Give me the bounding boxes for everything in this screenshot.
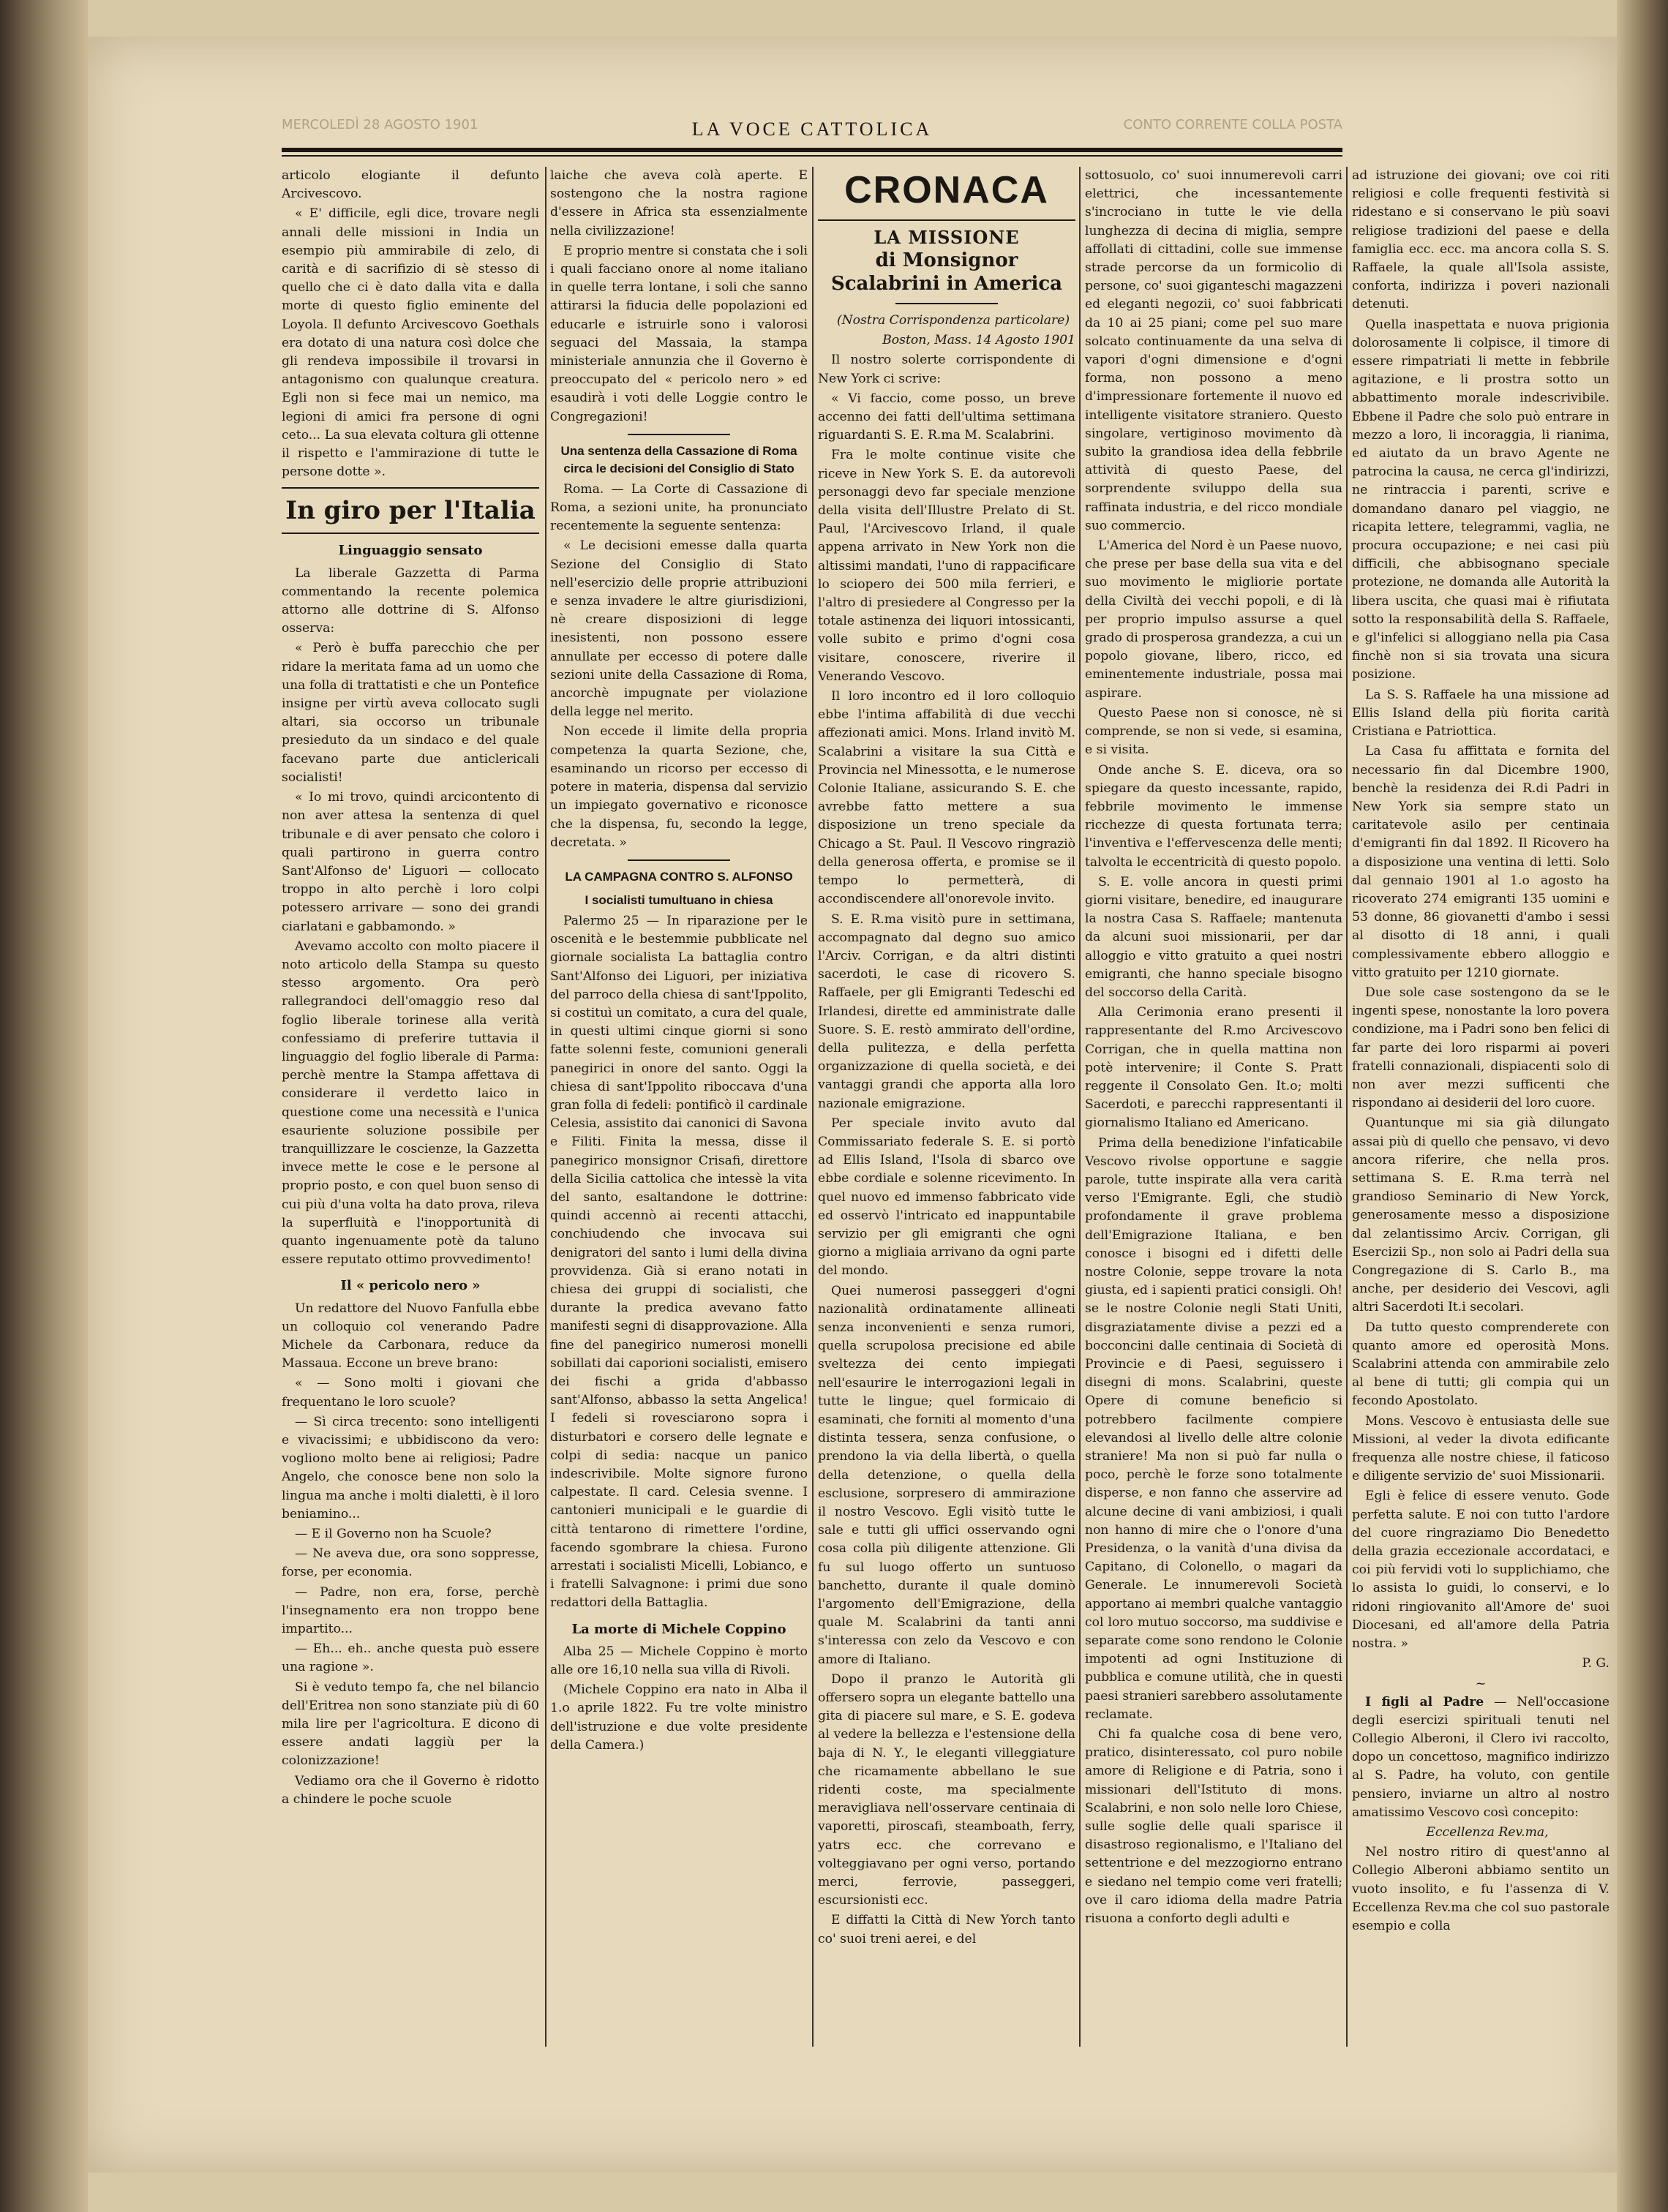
paragraph: — E il Governo non ha Scuole?: [295, 1527, 492, 1542]
paragraph: Chi fa qualche cosa di bene vero, pratico, disinteressato, col puro nobile amore di Religione e di Patria, sono i missionari dell'Istituto di mons. Scalabrini, e non solo nelle loro Chiese, sulle soglie delle quali sparisce il disastroso regionalismo, e l'Italiano del settentrione e del mezzogiorno entrano e siedano nel tempio come veri fratelli; ove il caro idioma della madre Patria risuona a conforto degli adulti e: [1085, 1727, 1342, 1927]
divider: [282, 533, 539, 534]
paragraph: Questo Paese non si conosce, nè si comprende, se non si vede, si esamina, e si visita.: [1085, 705, 1342, 758]
paragraph: Quella inaspettata e nuova prigionia dolorosamente li colpisce, il timore di essere rimpatriati li mette in febbrile agitazione, e li prostra sotto un abbattimento morale indescrivibile. Ebbene il Padre che solo può entrare in mezzo a loro, li incoraggia, li rianima, ed aiutato da un bravo Agente ne patrocina la causa, ne cerca gl'indirizzi, ne rintraccia i parenti, scrive e domandano danaro pel viaggio, ne ricapita lettere, telegrammi, vaglia, ne procura occupazione; e nei casi più difficili, che abbisognano speciale protezione, ne domanda alle Autorità la libera uscita, che quasi mai è rifiutata sotto la responsabilità della S. Raffaele, e gl'infelici si alloggiano nella pia Casa finchè non si sia trovata una sicura posizione.: [1352, 317, 1609, 682]
salutation: Eccellenza Rev.ma,: [1426, 1825, 1549, 1840]
subheading: Il « pericolo nero »: [340, 1278, 481, 1294]
headline: LA CAMPAGNA CONTRO S. ALFONSO: [565, 869, 793, 884]
paragraph: « Le decisioni emesse dalla quarta Sezione del Consiglio di Stato nell'esercizio delle proprie attribuzioni e senza invadere le altre giurisdizioni, nè creare disposizioni di legge inesistenti, non possono essere annullate per eccesso di potere dalle sezioni unite della Cassazione di Roma, ancorchè impugnate per violazione della legge nel merito.: [550, 538, 808, 720]
paragraph: « E' difficile, egli dice, trovare negli annali delle missioni in India un esempio più ammirabile di zelo, di carità e di sacrifizio di sè stesso di quello che ci è dato dalla vita e dalla morte di questo figlio eminente del Loyola. Il defunto Arcivescovo Goethals era dotato di una natura così dolce che gli rendeva impossibile il trovarsi in antagonismo con qualunque creatura. Egli non si fece mai un nemico, ma legioni di amici fra persone di ogni ceto... La sua elevata coltura gli ottenne il rispetto e l'ammirazione di tutte le persone dotte ».: [282, 206, 539, 480]
paragraph: S. E. R.ma visitò pure in settimana, accompagnato dal degno suo amico l'Arciv. Corrigan, e da altri distinti sacerdoti, le case di ricovero S. Raffaele, per gli Emigranti Tedeschi ed Irlandesi, dirette ed amministrate dalle Suore. S. E. restò ammirato dell'ordine, della pulitezza, e della perfetta organizzazione di quella società, e dei vantaggi grandi che apporta alla loro nazionale emigrazione.: [818, 911, 1075, 1111]
paragraph: Avevamo accolto con molto piacere il noto articolo della Stampa su questo stesso argomento. Ora però rallegrandoci dell'omaggio reso dal foglio liberale torinese alla verità confessiamo di preferire tuttavia il linguaggio del foglio liberale di Parma: perchè mentre la Stampa affettava di considerare il verdetto laico in questione come una necessità e l'unica esauriente soluzione possibile per tranquillizzare le coscienze, la Gazzetta invece mette le cose e le persone al proprio posto, e con quel buon senso di cui più d'una volta ha dato prova, rileva la superfluità e l'inopportunità di quanto ingenuamente potè da taluno essere reputato ottimo provvedimento!: [282, 938, 539, 1268]
paragraph: E diffatti la Città di New Yorch tanto co' suoi treni aerei, e del: [818, 1913, 1075, 1946]
paragraph: laiche che aveva colà aperte. E sostengono che la nostra ragione d'essere in Africa sta essenzialmente nella civilizzazione!: [550, 168, 808, 238]
paragraph: Dopo il pranzo le Autorità gli offersero sopra un elegante battello una gita di piacere sul mare, e S. E. godeva al vedere la bellezza e l'estensione della baja di N. Y., le eleganti villeggiature che ricamamente abbellano le sue ridenti coste, ma specialmente meravigliava nell'osservare centinaia di vaporetti, piroscafi, steamboath, ferry, yatrs ecc. che correvano e volteggiavano per ogni verso, portando merci, ferrovie, passeggeri, escursionisti ecc.: [818, 1671, 1075, 1908]
headline: LA MISSIONE: [874, 227, 1020, 248]
column-5: [1352, 167, 1609, 2054]
paragraph: E proprio mentre si constata che i soli i quali facciano onore al nome italiano in quelle terra lontane, i soli che sanno attirarsi la fiducia delle popolazioni ed educarle e istruirle sono i valorosi seguaci del Massaia, la stampa ministeriale annunzia che il Governo è preoccupato del « pericolo nero » ed esaudirà i voti delle Loggie contro le Congregazioni!: [550, 243, 808, 424]
paragraph: Non eccede il limite della propria competenza la quarta Sezione, che, esaminando un ricorso per eccesso di potere in materia, dispensa dal servizio un impiegato governativo e riconosce che la dispensa, fu, secondo la legge, decretata. »: [550, 724, 808, 850]
paragraph: Quei numerosi passeggeri d'ogni nazionalità ordinatamente allineati senza inconvenienti e senza rumori, quella scrupolosa precisione ed abile sveltezza dei cento impiegati nell'esaurire le interrogazioni legali in tutte le lingue; quel formicaio di esaminati, che forniti al momento d'una distinta tessera, senza confusione, o prendono la via della libertà, o quella della detenzione, o quella della esclusione, sorpresero di ammirazione il nostro Vescovo. Egli visitò tutte le sale e tutti gli uffici osservando ogni cosa colla più diligente attenzione. Gli fu sul luogo offerto un suntuoso banchetto, durante il quale dominò l'argomento dell'Emigrazione, della quale M. Scalabrini da tanti anni s'interessa con zelo da Vescovo e con amore di Italiano.: [818, 1283, 1075, 1667]
paragraph: Nel nostro ritiro di quest'anno al Collegio Alberoni abbiamo sentito un vuoto insolito, e fu l'assenza di V. Eccellenza Rev.ma che col suo pastorale esempio e colla: [1352, 1845, 1609, 1934]
paragraph: L'America del Nord è un Paese nuovo, che prese per base della sua vita e del suo movimento le migliorie portate della Civiltà dei vecchi popoli, e di là per proprio impulso assurse a quel grado di prosperosa grandezza, a cui un popolo giovane, libero, ricco, ed eminentemente industriale, possa mai aspirare.: [1085, 538, 1342, 701]
paragraph: articolo elogiante il defunto Arcivescovo.: [282, 168, 539, 202]
paragraph: sottosuolo, co' suoi innumerevoli carri elettrici, che incessantemente s'incrociano in tutte le vie della lunghezza di decina di miglia, sempre affollati di cittadini, colle sue immense strade percorse da un formicolio di persone, co' suoi giganteschi magazzeni ed eleganti negozii, co' suoi fabbricati da 10 ai 25 piani; come pel suo mare solcato continuamente da una selva di vapori d'ogni dimensione e d'ogni forma, non possono a meno d'impressionare fortemente il nuovo ed intelligente visitatore straniero. Questo singolare, vertiginoso movimento dà subito la grandiosa idea della febbrile attività di questo Paese, del sorprendente sviluppo della sua raffinata industria, e del ricco mondiale suo commercio.: [1085, 168, 1342, 533]
section-title: In giro per l'Italia: [285, 496, 536, 526]
paragraph: Egli è felice di essere venuto. Gode perfetta salute. E noi con tutto l'ardore del cuore ringraziamo Dio Benedetto della grazia eccezionale accordataci, e coi più fervidi voti lo supplichiamo, che lo assista lo guidi, lo conservi, e lo ridoni ringiovanito all'Amore de' suoi Diocesani, ed all'amore della Patria nostra. »: [1352, 1489, 1609, 1652]
paragraph: Il loro incontro ed il loro colloquio ebbe l'intima affabilità di due vecchi affezionati amici. Mons. Irland invitò M. Scalabrini a visitare la sua Città e Provincia nel Minessotta, e le numerose Colonie Italiane, assicurando S. E. che avrebbe fatto mettere a sua disposizione un treno speciale da Chicago a St. Paul. Il Vescovo ringraziò della generosa offerta, e promise se il tempo lo permetterà, di accondiscendere all'onorevole invito.: [818, 689, 1075, 907]
column-rule: [812, 167, 814, 2047]
inline-headline: I figli al Padre: [1365, 1694, 1484, 1709]
paragraph: « Però è buffa parecchio che per ridare la meritata fama ad un uomo che una folla di trattatisti e che un Pontefice insigne per virtù aveva collocato sugli altari, sia occorso un tribunale presieduto da un sindaco e del quale facevano parte due anticlericali socialisti!: [282, 641, 539, 785]
paragraph: — Padre, non era, forse, perchè l'insegnamento era non troppo bene impartito...: [282, 1584, 539, 1637]
subheading: La morte di Michele Coppino: [571, 1621, 786, 1637]
headline: Una sentenza della Cassazione di Roma circa le decisioni del Consiglio di Stato: [560, 443, 797, 475]
column-2: [550, 167, 808, 2054]
paragraph: Vediamo ora che il Governo è ridotto a chindere le poche scuole: [282, 1773, 539, 1807]
column-4: [1085, 167, 1342, 2054]
book-binding-right: [1617, 0, 1668, 2212]
dateline: Boston, Mass. 14 Agosto 1901: [882, 333, 1075, 348]
paper-name: LA VOCE CATTOLICA: [691, 118, 933, 140]
section-title-cronaca: CRONACA: [844, 169, 1049, 211]
paragraph: ad istruzione dei giovani; ove coi riti religiosi e colle frequenti festività si ridestano e si conservano le più soavi religiose tradizioni del paese e della famiglia ecc. ecc. ma ancora colla S. S. Raffaele, la quale all'Isola assiste, conforta, indirizza i poveri nazionali detenuti.: [1352, 168, 1609, 312]
paragraph: — Eh... eh.. anche questa può essere una ragione ».: [282, 1641, 539, 1675]
paragraph: Onde anche S. E. diceva, ora so spiegare da questo incessante, rapido, febbrile movimento le immense ricchezze di questa fortunata terra; l'inventiva e l'effervescenza delle menti; talvolta le eccentricità di questo popolo.: [1085, 762, 1342, 870]
paragraph-lead: [1352, 1693, 1609, 1822]
column-rule: [1346, 167, 1348, 2047]
paragraph: — Sì circa trecento: sono intelligenti e vivacissimi; e ubbidiscono da vero: vogliono molto bene ai religiosi; Padre Angelo, che conosce bene non solo la lingua ma anche i molti dialetti, è il loro beniamino...: [282, 1414, 539, 1521]
paragraph: Alba 25 — Michele Coppino è morto alle ore 16,10 nella sua villa di Rivoli.: [550, 1644, 808, 1678]
paragraph: « Vi faccio, come posso, un breve accenno dei fatti dell'ultima settimana riguardanti S. E. R.ma M. Scalabrini.: [818, 391, 1075, 443]
paragraph: « Io mi trovo, quindi arcicontento di non aver attesa la sentenza di quel tribunale e di aver pensato che coloro i quali partirono in guerra contro Sant'Alfonso de' Liguori — collocato troppo in alto perchè i loro colpi potessero arrivare — sono dei grandi ciarlatani e gabbamondo. »: [282, 790, 539, 934]
paragraph: Quantunque mi sia già dilungato assai più di quello che pensavo, vi devo ancora riferire, che nella pros. settimana S. E. R.ma terrà nel grandioso Seminario di New Yorck, generosamente messo a disposizione dal zelantissimo Arciv. Corrigan, gli Esercizii Sp., non solo ai Padri della sua Congregazione di S. Carlo B., ma anche, per desiderio dei Vescovi, agli altri Sacerdoti It.i secolari.: [1352, 1116, 1609, 1315]
headline-sub: di Monsignor Scalabrini in America: [830, 249, 1063, 295]
faint-header-left: MERCOLEDÌ 28 AGOSTO 1901: [282, 117, 478, 132]
paragraph: — Ne aveva due, ora sono soppresse, forse, per economia.: [282, 1546, 539, 1580]
paragraph: Si è veduto tempo fa, che nel bilancio dell'Eritrea non sono stanziate più di 60 mila lire per l'agricoltura. E dicono di essere andati laggiù per la colonizzazione!: [282, 1679, 539, 1769]
book-binding-left: [0, 0, 88, 2212]
paragraph: Alla Cerimonia erano presenti il rappresentante del R.mo Arcivescovo Corrigan, che in quella mattina non potè intervenire; il Conte S. Pratt reggente il Consolato Gen. It.o; molti Sacerdoti, e parecchi rappresentanti il giornalismo Italiano ed Americano.: [1085, 1005, 1342, 1131]
paragraph: Da tutto questo comprenderete con quanto amore ed operosità Mons. Scalabrini attenda con ammirabile zelo al bene di tutti; gli compia qui un fecondo Apostolato.: [1352, 1320, 1609, 1409]
masthead-rule-thin: [282, 155, 1342, 157]
paragraph: Roma. — La Corte di Cassazione di Roma, a sezioni unite, ha pronunciato recentemente la seguente sentenza:: [550, 481, 808, 534]
paragraph: Prima della benedizione l'infaticabile Vescovo rivolse opportune e saggie parole, tutte inspirate alla vera carità verso l'Emigrante. Egli, che studiò profondamente il grave problema dell'Emigrazione Italiana, e ben conosce i bisogni ed i difetti delle nostre Colonie, seppe trovare la nota giusta, ed i sapienti pratici consigli. Oh! se le nostre Colonie negli Stati Uniti, disgraziatamente divise a pezzi ed a bocconcini dalle centinaia di Società di Provincie e di Paesi, seguissero i disegni di mons. Scalabrini, queste Opere di comune beneficio si potrebbero facilmente compiere elevandosi al livello delle altre colonie straniere! Ma non si può far nulla o poco, perchè le forze sono totalmente disperse, e non fanno che asservire ad alcune decine di vani ambiziosi, i quali non hanno di mire che o l'onore d'una Presidenza, o la vanità d'una divisa da Capitano, di Colonello, o magari da Generale. Le innumerevoli Società apportano ai membri qualche vantaggio col loro mutuo soccorso, ma suddivise e separate come sono rendono le Colonie impotenti ad ogni Instituzione di pubblica e comune utilità, che in questi paesi stranieri sarebbero assolutamente reclamate.: [1085, 1135, 1342, 1722]
column-rule: [545, 167, 546, 2047]
subheading: Linguaggio sensato: [338, 543, 483, 559]
divider: [628, 434, 730, 435]
paragraph: Due sole case sostengono da se le ingenti spese, nonostante la loro povera condizione, ma i Padri sono ben felici di far parte dei loro risparmi ai poveri fratelli connazionali, dispiacenti solo di non aver mezzi sufficenti che rispondano ai desiderii del loro cuore.: [1352, 985, 1609, 1111]
byline: (Nostra Corrispondenza particolare): [836, 313, 1070, 328]
separator-ornament: ~: [1475, 1676, 1487, 1692]
column-1: [282, 167, 539, 2054]
paragraph: La S. S. Raffaele ha una missione ad Ellis Island della più fiorita carità Cristiana e Patriottica.: [1352, 687, 1609, 740]
divider: [895, 303, 998, 304]
paragraph: « — Sono molti i giovani che frequentano le loro scuole?: [282, 1376, 539, 1410]
column-3: [818, 167, 1075, 2054]
paragraph: S. E. volle ancora in questi primi giorni visitare, benedire, ed inaugurare la nostra Casa S. Raffaele; mantenuta da alcuni suoi missionarii, per dar alloggio e vitto gratuito a quei nostri emigranti, che hanno speciale bisogno del soccorso della Carità.: [1085, 874, 1342, 1000]
column-rule: [1079, 167, 1081, 2047]
masthead-rule-thick: [282, 148, 1342, 152]
paragraph: Fra le molte continue visite che riceve in New York S. E. da autorevoli personaggi devo far speciale menzione della visita dell'Illustre Prelato di St. Paul, l'Arcivescovo Irland, il quale appena arrivato in New York non die altissimi mandati, l'uno di rappacificare lo sciopero dei 500 mila ferrieri, e l'altro di presiedere al Congresso per la totale astinenza dei liquori intossicanti, volle subito e primo d'ogni cosa visitare, conoscere, riverire il Venerando Vescovo.: [818, 448, 1075, 684]
divider: [628, 859, 730, 861]
paragraph: (Michele Coppino era nato in Alba il 1.o aprile 1822. Fu tre volte ministro dell'istruzione e due volte presidente della Camera.): [550, 1682, 808, 1753]
paragraph: Per speciale invito avuto dal Commissariato federale S. E. si portò ad Ellis Island, l'Isola di sbarco ove ebbe cordiale e solenne ricevimento. In quel nuovo ed immenso fabbricato vide ed osservò l'intricato ed inappuntabile servizio per gli emigranti che ogni giorno a migliaia arrivano da ogni parte del mondo.: [818, 1116, 1075, 1279]
signature: P. G.: [1582, 1656, 1609, 1671]
paragraph: Mons. Vescovo è entusiasta delle sue Missioni, al veder la divota edificante frequenza alle nostre chiese, il faticoso e diligente servizio de' suoi Missionarii.: [1352, 1413, 1609, 1484]
paragraph: Un redattore del Nuovo Fanfulla ebbe un colloquio col venerando Padre Michele da Carbonara, reduce da Massaua. Eccone un breve brano:: [282, 1301, 539, 1372]
paragraph: La Casa fu affittata e fornita del necessario fin dal Dicembre 1900, benchè la residenza dei R.di Padri in New York sia sempre stato un caritatevole asilo per centinaia d'emigranti fin dal 1892. Il Ricovero ha a disposizione una ventina di letti. Solo dal gennaio 1901 al 1.o agosto ha ricoverato 274 emigranti 135 uomini e 53 donne, 86 giovanetti d'ambo i sessi al disotto di 18 anni, i quali complessivamente ebbero alloggio e vitto gratuito per 1210 giornate.: [1352, 744, 1609, 980]
faint-header-right: CONTO CORRENTE COLLA POSTA: [1123, 117, 1342, 132]
paragraph: La liberale Gazzetta di Parma commentando la recente polemica attorno alle dottrine di S. Alfonso osserva:: [282, 565, 539, 636]
headline-sub: I socialisti tumultuano in chiesa: [585, 892, 773, 907]
paragraph: — Nell'occasione degli esercizi spirituali tenuti nel Collegio Alberoni, il Clero ivi raccolto, dopo un concettoso, magnifico indirizzo al S. Padre, ha voluto, con gentile pensiero, inviarne un altro al nostro amatissimo Vescovo così concepito:: [1352, 1694, 1609, 1820]
divider: [282, 487, 539, 489]
masthead: [282, 117, 1342, 146]
divider: [818, 219, 1075, 221]
paragraph: Il nostro solerte corrispondente di New York ci scrive:: [818, 353, 1075, 386]
paragraph: Palermo 25 — In riparazione per le oscenità e le bestemmie pubblicate nel giornale socialista La battaglia contro Sant'Alfonso dei Liguori, per iniziativa del parroco della chiesa di sant'Ippolito, si costituì un comitato, a cura del quale, in questi ultimi cinque giorni si sono fatte solenni feste, comunioni generali panegirici in onore del santo. Oggi la chiesa di sant'Ippolito riboccava d'una gran folla di fedeli: pontificò il cardinale Celesia, assistito dai canonici di Savona e Filiti. Finita la messa, disse il panegirico monsignor Crisafi, direttore della Sicilia cattolica che intessè la vita del santo, esaltandone le dottrine: quindi accennò ai recenti attacchi, conchiudendo che invocava sui denigratori del santo i lumi della divina provvidenza. Già si erano notati in chiesa dei gruppi di socialisti, che durante la predica avevano fatto manifesti segni di disapprovazione. Alla fine del panegirico numerosi monelli sobillati dai caporioni socialisti, emisero dei fischi a grida d'abbasso sant'Alfonso, abbasso la setta Angelica! I fedeli si rovesciarono sopra i disturbatori e corsero delle legnate e colpi di sedia: nacque un panico indescrivibile. Molte signore furono calpestate. Il card. Celesia svenne. I cantonieri municipali e le guardie di città tentarono di rimettere l'ordine, facendo sgombrare la chiesa. Furono arrestati i socialisti Micelli, Lobianco, e i fratelli Salvagnone: i primi due sono redattori della Battaglia.: [550, 913, 808, 1611]
